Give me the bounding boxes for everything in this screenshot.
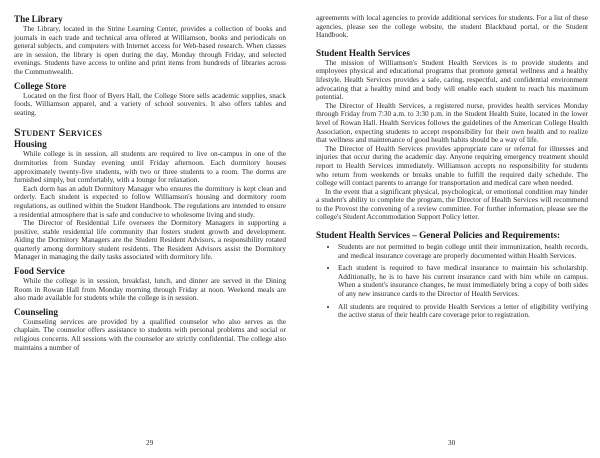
list-item: • All students are required to provide Health Services a letter of eligibility verifying the active status of their health care coverage prior to registration. xyxy=(338,303,588,320)
left-page xyxy=(14,14,286,434)
housing-paragraph-2: Each dorm has an adult Dormitory Manager who ensures the dormitory is kept clean and orderly. Each student is expected to follow Williamson's housing and dormitory room regulations, as outlined within the Student Handbook. The regulations are intended to ensure a residential atmosphere that is safe and conducive to wholesome living and study. xyxy=(14,183,286,219)
student-services-heading: Student Services xyxy=(14,125,103,140)
page-number-right: 30 xyxy=(448,438,456,447)
policies-heading: Student Health Services – General Policies and Requirements: xyxy=(316,230,561,241)
list-item: • Each student is required to have medical insurance to maintain his scholarship. Additionally, he is to have his current insurance card with him while on campus. When a student's insurance changes, he must immediately bring a copy of both sides of any new insurance cards to the Director of Health Services. xyxy=(338,264,588,298)
continued-paragraph: agreements with local agencies to provide additional services for students. For a list of these agencies, please see the college website, the student Blackbaud portal, or the Student Handbook. xyxy=(316,14,588,40)
food-service-paragraph: While the college is in session, breakfast, lunch, and dinner are served in the Dining Room in Rowan Hall from Monday morning through Friday at noon. Weekend meals are also made available for students while the college is in session. xyxy=(14,276,286,303)
housing-paragraph-1: While college is in session, all students are required to live on-campus in one of the dormitories from Sunday evening until Friday afternoon. Each dormitory houses approximately twenty-five students, with two or three students to a room. The dorms are furnished simply, but comfortably, with a lounge for relaxation. xyxy=(14,149,286,185)
college-store-paragraph: Located on the first floor of Byers Hall, the College Store sells academic supplies, snack foods, Williamson apparel, and a variety of school souvenirs. It also offers tables and seating. xyxy=(14,90,286,117)
housing-heading: Housing xyxy=(14,139,47,150)
health-paragraph-2: The Director of Health Services, a registered nurse, provides health services Monday through Friday from 7:30 a.m. to 3:30 p.m. in the Student Health Suite, located in the lower level of Rowan Hall. Health Services follows the guidelines of the American College Health Association, expecting students to accept responsibility for their own health and to realize that wellness and maintenance of good health habits should be a way of life. xyxy=(316,100,588,145)
housing-paragraph-3: The Director of Residential Life oversees the Dormitory Managers in supporting a positive, stable residential life community that fosters student growth and development. Aiding the Dormitory Managers are the Student Resident Advisors, a responsibility rotated quarterly among dormitory student residents. The Resident Advisors assist the Dormitory Manager in managing the daily tasks associated with dormitory life. xyxy=(14,218,286,262)
list-item: • Students are not permitted to begin college until their immunization, health records, and medical insurance coverage are properly documented within Health Services. xyxy=(338,243,588,260)
counseling-paragraph: Counseling services are provided by a qualified counselor who also serves as the chaplain. The counselor offers assistance to students with personal problems and social or religious concerns. All sessions with the counselor are strictly confidential. The college also maintains a number of xyxy=(14,316,286,352)
policies-list xyxy=(316,243,588,320)
health-services-heading: Student Health Services xyxy=(316,47,410,58)
counseling-heading: Counseling xyxy=(14,306,58,317)
health-paragraph-4: In the event that a significant physical, psychological, or emotional condition may hinder a student's ability to complete the program, the Director of Health Services will recommend to the Provost the convening of a review committee. For further information, please see the college's Student Accommodation Support Policy letter. xyxy=(316,186,588,222)
health-paragraph-1: The mission of Williamson's Student Health Services is to provide students and employees physical and educational programs that promote general wellness and a healthy lifestyle. Health Services provides a safe, caring, respectful, and confidential environment advocating that a healthy mind and body will enable each student to reach his maximum potential. xyxy=(316,57,588,102)
college-store-heading: College Store xyxy=(14,80,67,91)
right-page xyxy=(316,14,588,434)
library-heading: The Library xyxy=(14,14,63,24)
health-paragraph-3: The Director of Health Services provides appropriate care or referral for illnesses and injuries that occur during the academic day. Anyone requiring emergency treatment should report to Health Services immediately. Williamson accepts no responsibility for students who return from weekends or breaks unable to fulfill the required daily schedule. The college will contact parents to arrange for transportation and medical care when needed. xyxy=(316,143,588,188)
page-number-left: 29 xyxy=(146,438,154,447)
food-service-heading: Food Service xyxy=(14,266,65,277)
library-paragraph: The Library, located in the Strine Learning Center, provides a collection of books and journals in each trade and technical area offered at Williamson, books and periodicals on general subjects, and computers with Internet access for Web-based research. When classes are in session, the library is open during the day, Monday through Friday, and selected evenings. Students have access to online and print items from hundreds of libraries across the Commonwealth. xyxy=(14,24,286,76)
